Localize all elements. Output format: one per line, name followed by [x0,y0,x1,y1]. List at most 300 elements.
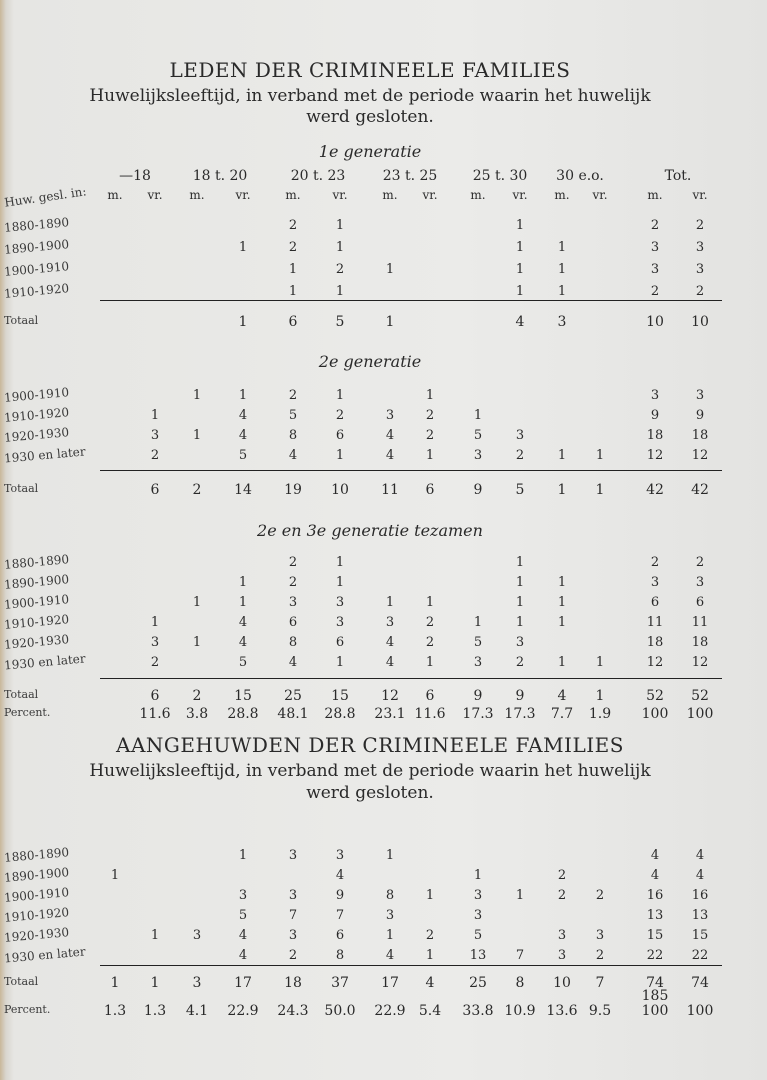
table-cell: 3 [650,262,660,277]
table-cell: 1 [238,595,248,610]
table-cell: 1 [385,262,395,277]
table-cell: 3 [335,595,345,610]
total-cell: 22.9 [374,1003,406,1019]
table-cell: 16 [691,888,709,903]
table-cell: 7 [288,908,298,923]
table-cell: 1 [515,888,525,903]
table-cell: 1 [557,615,567,630]
row-label: 1910-1920 [3,905,70,925]
total-cell: 15 [331,688,349,704]
table-cell: 2 [515,448,525,463]
row-header: Huw. gesl. in: [3,184,88,210]
total-cell: 2 [192,688,202,704]
table-cell: 2 [650,555,660,570]
age-group-header: 30 e.o. [556,168,604,184]
total-cell: 22.9 [227,1003,259,1019]
table-cell: 1 [515,595,525,610]
row-label: 1900-1910 [3,385,70,405]
sex-header: vr. [422,188,438,202]
table-cell: 4 [288,655,298,670]
total-cell: 11.6 [414,706,446,722]
table-cell: 2 [515,655,525,670]
table-cell: 2 [288,555,298,570]
table-cell: 1 [238,575,248,590]
table-cell: 5 [238,908,248,923]
table-cell: 1 [288,262,298,277]
table-cell: 3 [473,908,483,923]
table-cell: 2 [335,408,345,423]
table-cell: 1 [335,240,345,255]
total-cell: 42 [646,482,664,498]
table-cell: 3 [595,928,605,943]
table-cell: 2 [557,868,567,883]
table-cell: 5 [238,655,248,670]
sex-header: m. [647,188,663,202]
table-cell: 22 [691,948,709,963]
total-label: Totaal [4,482,39,495]
total-cell: 74 [691,975,709,991]
row-label: 1930 en later [3,944,87,966]
table-cell: 18 [691,635,709,650]
total-cell: 50.0 [324,1003,356,1019]
sex-header: m. [189,188,205,202]
table-cell: 3 [557,928,567,943]
total-cell: 10 [553,975,571,991]
total-cell: 12 [381,688,399,704]
table-cell: 5 [473,928,483,943]
table-cell: 1 [595,655,605,670]
row-label: 1920-1930 [3,632,70,652]
table-cell: 2 [425,928,435,943]
table-cell: 2 [695,284,705,299]
total-cell: 5.4 [418,1003,442,1019]
table-cell: 5 [473,428,483,443]
total-cell: 15 [234,688,252,704]
total-cell: 6 [425,688,435,704]
table-cell: 2 [335,262,345,277]
table-cell: 1 [335,655,345,670]
table-cell: 1 [425,448,435,463]
table-cell: 18 [646,428,664,443]
total-cell: 10.9 [504,1003,536,1019]
table-cell: 3 [650,575,660,590]
total-cell: 100 [686,706,714,722]
table-cell: 9 [335,888,345,903]
table-cell: 2 [425,428,435,443]
table-cell: 1 [385,595,395,610]
generation-heading: 2e en 3e generatie tezamen [257,521,483,540]
table-cell: 3 [238,888,248,903]
total-cell: 9.5 [588,1003,612,1019]
table-cell: 9 [650,408,660,423]
table-cell: 1 [557,575,567,590]
total-cell: 4 [515,314,525,330]
table-cell: 3 [288,928,298,943]
total-cell: 1 [595,482,605,498]
total-cell: 4.1 [185,1003,209,1019]
table-cell: 3 [557,948,567,963]
total-cell: 19 [284,482,302,498]
total-cell: 4 [557,688,567,704]
table-cell: 3 [695,240,705,255]
total-cell: 1.3 [143,1003,167,1019]
total-cell: 25 [469,975,487,991]
table-cell: 3 [150,428,160,443]
row-label: 1910-1920 [3,405,70,425]
table-cell: 4 [238,408,248,423]
row-label: 1900-1910 [3,592,70,612]
table-cell: 4 [385,655,395,670]
table-cell: 3 [288,888,298,903]
table-cell: 13 [646,908,664,923]
row-label: 1890-1900 [3,237,70,257]
total-cell: 9 [473,688,483,704]
total-cell: 1.3 [103,1003,127,1019]
table-cell: 2 [695,218,705,233]
table-cell: 1 [425,948,435,963]
table-cell: 2 [288,218,298,233]
table-cell: 3 [288,595,298,610]
table-cell: 1 [515,240,525,255]
age-group-header: 18 t. 20 [192,168,248,184]
table-cell: 1 [335,448,345,463]
table-cell: 1 [192,428,202,443]
row-label: 1880-1890 [3,215,70,235]
page-number: 185 [641,988,669,1004]
table-cell: 4 [695,868,705,883]
table-cell: 15 [691,928,709,943]
subtitle-in-laws-line1: Huwelijksleeftijd, in verband met de periode waarin het huwelijk [89,761,651,781]
table-cell: 1 [110,868,120,883]
total-cell: 100 [641,706,669,722]
table-cell: 16 [646,888,664,903]
total-cell: 8 [515,975,525,991]
table-cell: 2 [288,388,298,403]
table-cell: 5 [238,448,248,463]
sex-header: m. [470,188,486,202]
age-group-header: Tot. [664,168,692,184]
age-group-header: 20 t. 23 [290,168,346,184]
total-cell: 1 [150,975,160,991]
total-cell: 48.1 [277,706,309,722]
sex-header: m. [107,188,123,202]
table-cell: 8 [288,428,298,443]
total-cell: 2 [192,482,202,498]
table-cell: 1 [335,284,345,299]
total-cell: 100 [686,1003,714,1019]
row-label: 1880-1890 [3,845,70,865]
table-cell: 18 [691,428,709,443]
table-cell: 1 [150,928,160,943]
total-cell: 17 [234,975,252,991]
total-label: Totaal [4,975,39,988]
total-cell: 37 [331,975,349,991]
table-cell: 3 [473,655,483,670]
table-cell: 1 [425,595,435,610]
table-cell: 1 [238,388,248,403]
table-cell: 3 [288,848,298,863]
table-cell: 1 [192,595,202,610]
total-cell: 5 [335,314,345,330]
table-cell: 1 [557,240,567,255]
table-cell: 11 [691,615,709,630]
table-cell: 1 [557,262,567,277]
table-cell: 2 [150,655,160,670]
table-rule [100,470,722,471]
row-label: 1930 en later [3,444,87,466]
table-cell: 1 [335,575,345,590]
total-cell: 100 [641,1003,669,1019]
total-cell: 25 [284,688,302,704]
row-label: 1910-1920 [3,612,70,632]
table-cell: 8 [288,635,298,650]
generation-heading: 1e generatie [318,142,422,161]
row-label: 1920-1930 [3,925,70,945]
table-cell: 12 [691,448,709,463]
table-cell: 12 [691,655,709,670]
table-rule [100,300,722,301]
age-group-header: —18 [119,168,151,184]
table-cell: 1 [335,388,345,403]
table-cell: 3 [695,575,705,590]
table-cell: 15 [646,928,664,943]
table-cell: 2 [650,218,660,233]
row-label: 1910-1920 [3,281,70,301]
table-cell: 1 [557,448,567,463]
total-cell: 6 [288,314,298,330]
table-cell: 1 [473,615,483,630]
table-cell: 1 [515,262,525,277]
table-cell: 2 [595,948,605,963]
table-cell: 2 [650,284,660,299]
table-cell: 5 [473,635,483,650]
total-cell: 13.6 [546,1003,578,1019]
table-cell: 6 [335,928,345,943]
total-cell: 28.8 [227,706,259,722]
total-cell: 6 [150,482,160,498]
total-label: Totaal [4,688,39,701]
table-cell: 4 [385,948,395,963]
total-cell: 3 [557,314,567,330]
table-cell: 8 [385,888,395,903]
table-cell: 3 [695,262,705,277]
table-cell: 1 [515,284,525,299]
table-cell: 1 [557,655,567,670]
table-cell: 2 [695,555,705,570]
table-cell: 2 [425,408,435,423]
total-cell: 9 [473,482,483,498]
table-cell: 3 [385,408,395,423]
table-cell: 2 [595,888,605,903]
sex-header: vr. [512,188,528,202]
table-cell: 4 [238,948,248,963]
table-cell: 1 [288,284,298,299]
table-cell: 1 [150,408,160,423]
table-cell: 1 [515,218,525,233]
total-cell: 1 [557,482,567,498]
table-cell: 4 [385,635,395,650]
table-cell: 1 [192,388,202,403]
total-cell: 9 [515,688,525,704]
total-cell: 1 [110,975,120,991]
table-cell: 12 [646,655,664,670]
table-cell: 1 [238,848,248,863]
table-cell: 1 [515,615,525,630]
table-cell: 11 [646,615,664,630]
table-cell: 4 [650,848,660,863]
table-cell: 5 [288,408,298,423]
total-cell: 3 [192,975,202,991]
table-cell: 1 [335,555,345,570]
subtitle-members-line2: werd gesloten. [306,107,434,127]
table-cell: 22 [646,948,664,963]
table-cell: 3 [385,908,395,923]
table-cell: 1 [425,888,435,903]
table-cell: 1 [238,240,248,255]
total-cell: 33.8 [462,1003,494,1019]
table-cell: 3 [335,848,345,863]
sex-header: vr. [692,188,708,202]
table-cell: 1 [557,595,567,610]
sex-header: vr. [235,188,251,202]
table-cell: 12 [646,448,664,463]
table-cell: 1 [150,615,160,630]
total-cell: 1 [385,314,395,330]
total-cell: 11 [381,482,399,498]
total-cell: 17 [381,975,399,991]
table-cell: 6 [335,635,345,650]
total-cell: 10 [646,314,664,330]
sex-header: m. [382,188,398,202]
total-cell: 10 [331,482,349,498]
table-cell: 7 [515,948,525,963]
table-cell: 3 [695,388,705,403]
table-cell: 7 [335,908,345,923]
total-cell: 28.8 [324,706,356,722]
total-cell: 4 [425,975,435,991]
table-rule [100,965,722,966]
total-cell: 10 [691,314,709,330]
table-rule [100,678,722,679]
table-cell: 3 [335,615,345,630]
table-cell: 3 [385,615,395,630]
table-cell: 1 [473,868,483,883]
table-cell: 4 [385,428,395,443]
total-cell: 1 [595,688,605,704]
table-cell: 1 [515,555,525,570]
age-group-header: 23 t. 25 [382,168,438,184]
table-cell: 1 [335,218,345,233]
total-cell: 17.3 [504,706,536,722]
table-cell: 4 [238,635,248,650]
table-cell: 4 [238,928,248,943]
total-cell: 23.1 [374,706,406,722]
total-label: Totaal [4,314,39,327]
table-cell: 2 [150,448,160,463]
total-cell: 7 [595,975,605,991]
total-cell: 74 [646,975,664,991]
sex-header: vr. [147,188,163,202]
row-label: 1890-1900 [3,572,70,592]
table-cell: 6 [335,428,345,443]
total-cell: 1 [238,314,248,330]
row-label: 1900-1910 [3,885,70,905]
total-cell: 14 [234,482,252,498]
total-cell: 7.7 [550,706,574,722]
table-cell: 2 [557,888,567,903]
table-cell: 1 [595,448,605,463]
total-cell: 6 [150,688,160,704]
table-cell: 1 [425,388,435,403]
table-cell: 3 [650,240,660,255]
table-cell: 4 [288,448,298,463]
table-cell: 2 [288,948,298,963]
row-label: 1890-1900 [3,865,70,885]
table-cell: 4 [650,868,660,883]
table-cell: 1 [425,655,435,670]
row-label: 1930 en later [3,651,87,673]
table-cell: 1 [515,575,525,590]
row-label: 1900-1910 [3,259,70,279]
subtitle-members-line1: Huwelijksleeftijd, in verband met de periode waarin het huwelijk [89,86,651,106]
table-cell: 9 [695,408,705,423]
sex-header: m. [285,188,301,202]
table-cell: 6 [288,615,298,630]
table-cell: 3 [515,635,525,650]
table-cell: 4 [238,428,248,443]
total-cell: 1.9 [588,706,612,722]
table-cell: 2 [425,635,435,650]
total-cell: 18 [284,975,302,991]
total-cell: 52 [646,688,664,704]
total-cell: 24.3 [277,1003,309,1019]
table-cell: 13 [691,908,709,923]
table-cell: 4 [695,848,705,863]
table-cell: 4 [335,868,345,883]
age-group-header: 25 t. 30 [472,168,528,184]
table-cell: 3 [473,448,483,463]
total-label: Percent. [4,706,51,719]
table-cell: 3 [650,388,660,403]
total-cell: 3.8 [185,706,209,722]
total-cell: 11.6 [139,706,171,722]
generation-heading: 2e generatie [318,352,422,371]
sex-header: vr. [332,188,348,202]
total-label: Percent. [4,1003,51,1016]
table-cell: 3 [515,428,525,443]
table-cell: 3 [473,888,483,903]
title-members: LEDEN DER CRIMINEELE FAMILIES [169,58,571,82]
title-in-laws: AANGEHUWDEN DER CRIMINEELE FAMILIES [116,733,624,757]
row-label: 1920-1930 [3,425,70,445]
table-cell: 13 [469,948,487,963]
table-cell: 1 [557,284,567,299]
total-cell: 42 [691,482,709,498]
table-cell: 3 [150,635,160,650]
table-cell: 4 [385,448,395,463]
table-cell: 2 [425,615,435,630]
total-cell: 6 [425,482,435,498]
sex-header: m. [554,188,570,202]
table-cell: 4 [238,615,248,630]
total-cell: 17.3 [462,706,494,722]
table-cell: 8 [335,948,345,963]
row-label: 1880-1890 [3,552,70,572]
table-cell: 1 [385,928,395,943]
table-cell: 18 [646,635,664,650]
table-cell: 2 [288,575,298,590]
subtitle-in-laws-line2: werd gesloten. [306,783,434,803]
